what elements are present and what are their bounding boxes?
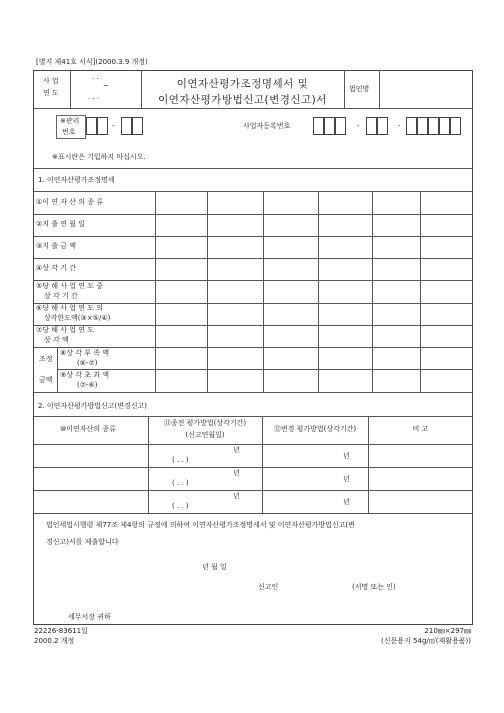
col-previous-method: ⑪종전 평가방법(상각기간) xyxy=(163,419,247,427)
biz-reg-digit-box[interactable] xyxy=(313,117,324,135)
paper-size: 210㎜×297㎜ xyxy=(424,627,471,635)
biz-reg-digit-box[interactable] xyxy=(439,117,450,135)
section2-title: 2. 이연자산평가방법신고(변경신고) xyxy=(38,402,148,410)
declaration-text: 경신고)서를 제출합니다 xyxy=(46,538,119,546)
row-label-asset-type: ①이 연 자 산 의 종 류 xyxy=(36,198,103,206)
biz-reg-digit-box[interactable] xyxy=(428,117,439,135)
business-year-start: . . xyxy=(92,73,99,81)
biz-reg-digit-box[interactable] xyxy=(377,117,388,135)
mgmt-no-digit-box[interactable] xyxy=(132,117,143,135)
form-code: [별지 제41호 서식](2000.3.9 개정) xyxy=(36,58,148,66)
row-label-current-period: ⑤당 해 사 업 연 도 중 xyxy=(36,282,103,290)
row-label-expense-amount: ③지 출 금 액 xyxy=(36,242,76,250)
business-year-tilde: ~ xyxy=(103,82,109,90)
mgmt-no-digit-box[interactable] xyxy=(86,117,97,135)
biz-reg-digit-box[interactable] xyxy=(324,117,335,135)
recipient: 세무서장 귀하 xyxy=(68,613,111,621)
form-title: 이연자산평가방법신고(변경신고)서 xyxy=(158,94,327,106)
row-label-limit: ⑥당 해 사 업 연 도 의 xyxy=(36,304,103,312)
mgmt-no-label: ※관리 xyxy=(60,117,80,125)
form-number: 22226-83611일 xyxy=(34,627,88,635)
biz-reg-digit-box[interactable] xyxy=(406,117,417,135)
mgmt-no-label: 번호 xyxy=(62,128,76,136)
business-year-label: 사 업 xyxy=(43,77,59,85)
submission-date: 년 월 일 xyxy=(202,563,227,571)
biz-reg-digit-box[interactable] xyxy=(450,117,461,135)
corp-name-label: 법인명 xyxy=(349,85,370,93)
biz-reg-digit-box[interactable] xyxy=(366,117,377,135)
row-label-expense-date: ②지 출 연 월 일 xyxy=(36,220,85,228)
previous-report-date: ( . . ) xyxy=(172,479,189,487)
signature-label: (서명 또는 인) xyxy=(352,583,396,591)
previous-report-date: ( . . ) xyxy=(172,502,189,510)
adjust-label: 조정 xyxy=(39,355,53,363)
mgmt-no-digit-box[interactable] xyxy=(97,117,108,135)
col-new-method: ⑫변경 평가방법(상각기간) xyxy=(273,425,357,433)
notice-text: ※표시란은 기입하지 마십시오. xyxy=(52,153,146,161)
biz-reg-digit-box[interactable] xyxy=(417,117,428,135)
paper-type: (신문용지 54g/㎡(재활용품)) xyxy=(381,637,471,645)
section1-title: 1. 이연자산평가조정명세 xyxy=(38,176,115,184)
col-remarks: 비 고 xyxy=(412,425,429,433)
col-asset-type: ⑩이연자산의 종류 xyxy=(60,425,116,433)
row-label-amortized: ⑦당 해 사 업 연 도 xyxy=(36,326,94,334)
biz-reg-no-label: 사업자등록번호 xyxy=(243,122,291,130)
business-year-label: 연 도 xyxy=(43,89,59,97)
adjust-label: 금액 xyxy=(39,376,53,384)
business-year-end: . . . xyxy=(88,93,100,101)
applicant-label: 신고인 xyxy=(258,583,279,591)
mgmt-no-digit-box[interactable] xyxy=(121,117,132,135)
declaration-text: 법인세법시행령 제77조 제4항의 규정에 의하여 이연자산평가조정명세서 및 이연자산평가방법신고(변 xyxy=(46,521,355,529)
biz-reg-digit-box[interactable] xyxy=(335,117,346,135)
previous-report-date: ( . . ) xyxy=(172,456,189,464)
row-label-shortfall: ⑧상 각 부 족 액 xyxy=(60,349,109,357)
revision-note: 2000.2 개정 xyxy=(34,637,75,645)
form-title: 이연자산평가조정명세서 및 xyxy=(176,78,309,90)
row-label-excess: ⑨상 각 초 과 액 xyxy=(60,371,109,379)
row-label-amort-period: ④상 각 기 간 xyxy=(36,264,76,272)
